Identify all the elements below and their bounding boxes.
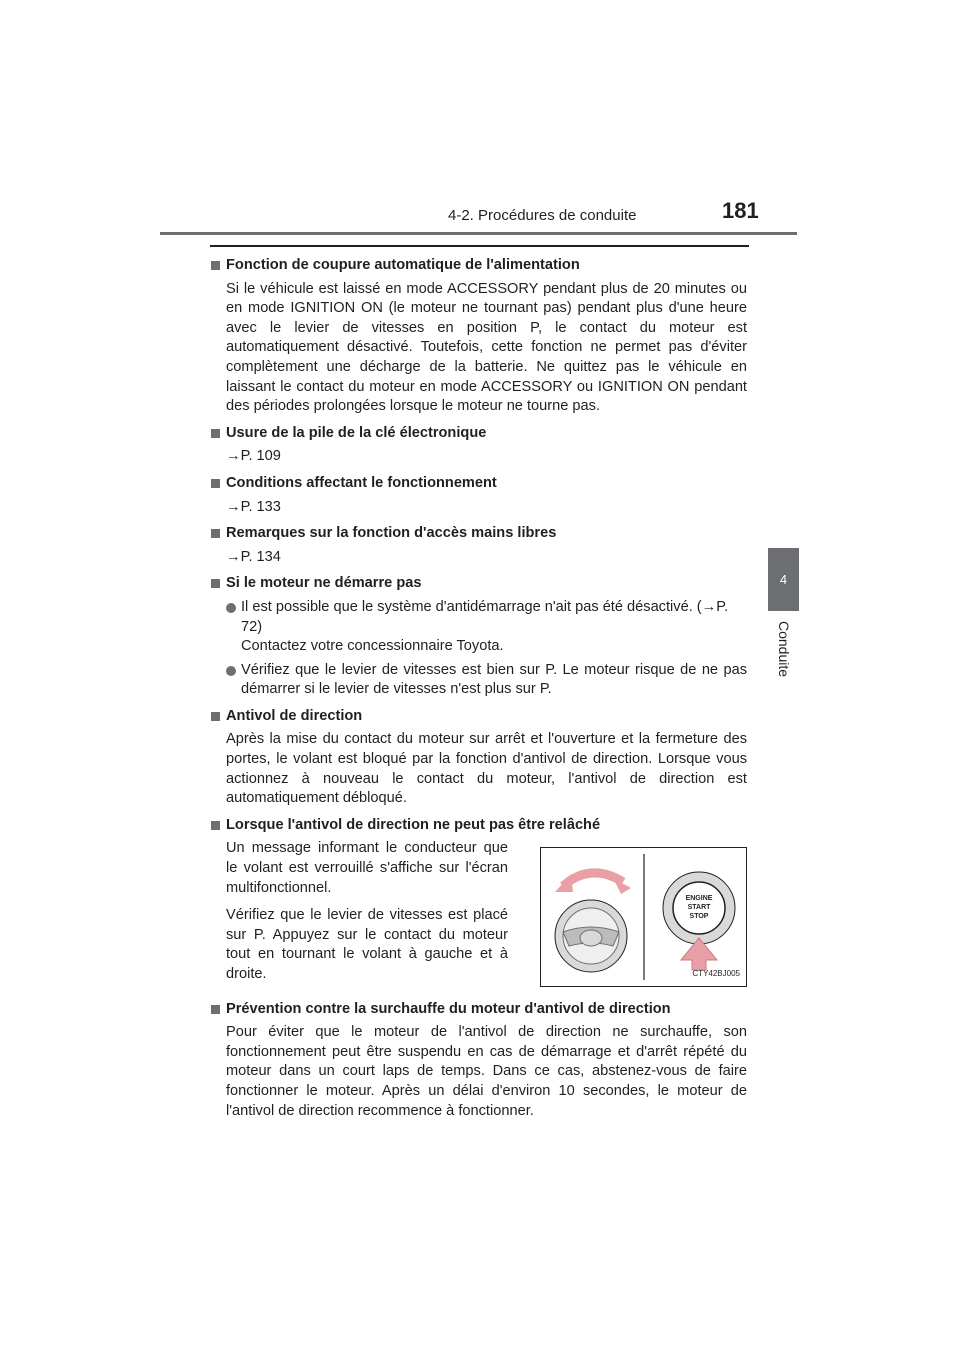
- section-heading: Antivol de direction: [226, 707, 363, 724]
- list-item: [211, 661, 747, 700]
- square-bullet-icon: [211, 529, 220, 538]
- round-bullet-icon: [226, 603, 236, 613]
- section-text: Pour éviter que le moteur de l'antivol de direction ne surchauffe, son fonctionnement peut être suspendu en cas de démarrage et d'arrêt répété du moteur dans un court laps de temps. Dans ce cas, abstenez-vous de faire fonctionner le moteur. Après un délai d'environ 10 secondes, le moteur de l'antivol de direction recommence à fonctionner.: [226, 1024, 747, 1119]
- section-text: Après la mise du contact du moteur sur arrêt et l'ouverture et la fermeture des portes, le volant est bloqué par la fonction d'antivol de direction. Lorsque vous actionnez à nouveau le contact du moteur, l'antivol de direction est automatiquement débloqué.: [226, 731, 747, 807]
- section-auto-power-off: [211, 256, 747, 417]
- page-number: 181: [722, 198, 759, 223]
- page-reference-link[interactable]: →P. 109: [226, 448, 281, 465]
- square-bullet-icon: [211, 821, 220, 830]
- page-reference-link[interactable]: →P. 134: [226, 548, 281, 565]
- engine-start-button-icon: [663, 872, 735, 944]
- section-lock-motor-overheat: [211, 1000, 747, 1122]
- section-heading: Prévention contre la surchauffe du moteur d'antivol de direction: [226, 1000, 671, 1017]
- section-heading: Fonction de coupure automatique de l'alimentation: [226, 257, 580, 273]
- square-bullet-icon: [211, 261, 220, 270]
- section-operating-conditions: [211, 474, 747, 517]
- square-bullet-icon: [211, 429, 220, 438]
- steering-wheel-icon: [555, 900, 627, 972]
- section-key-battery: [211, 424, 747, 467]
- svg-text:STOP: STOP: [689, 913, 709, 921]
- square-bullet-icon: [211, 579, 220, 588]
- section-text: Si le véhicule est laissé en mode ACCESSORY pendant plus de 20 minutes ou en mode IGNITION ON (le moteur ne tournant pas) pendant plus d'une heure avec le levier de vitesses en position P, le contact du moteur est automatiquement désactivé. Toutefois, cette fonction ne permet pas d'éviter complètement une décharge de la batterie. Ne quittez pas le véhicule en laissant le contact du moteur en mode ACCESSORY ou IGNITION ON pendant des périodes prolongées lorsque le moteur ne tourne pas.: [226, 280, 747, 415]
- list-item-text: Vérifiez que le levier de vitesses est bien sur P. Le moteur risque de ne pas démarrer si le levier de vitesses n'est plus sur P.: [241, 661, 747, 698]
- round-bullet-icon: [226, 666, 236, 676]
- section-heading: Usure de la pile de la clé électronique: [226, 424, 487, 441]
- page-reference-link[interactable]: →P. 133: [226, 498, 281, 515]
- steering-lock-illustration: [540, 847, 747, 987]
- chapter-tab[interactable]: 4: [768, 548, 799, 611]
- square-bullet-icon: [211, 1005, 220, 1014]
- header-rule: [160, 232, 797, 235]
- list-item-text: Il est possible que le système d'antidémarrage n'ait pas été désactivé. (→P. 72) Contactez votre concessionnaire Toyota.: [241, 598, 729, 655]
- section-text: Un message informant le conducteur que le volant est verrouillé s'affiche sur l'écran multifonctionnel.: [226, 840, 508, 896]
- figure-code: CTY42BJ005: [692, 968, 740, 978]
- section-steering-lock: [211, 707, 747, 809]
- section-text: Vérifiez que le levier de vitesses est placé sur P. Appuyez sur le contact du moteur tout en tournant le volant à gauche et à droite.: [226, 907, 508, 982]
- section-heading: Conditions affectant le fonctionnement: [226, 474, 497, 491]
- list-item: [211, 598, 747, 657]
- section-heading: Si le moteur ne démarre pas: [226, 575, 422, 592]
- section-heading: Lorsque l'antivol de direction ne peut pas être relâché: [226, 816, 601, 833]
- section-steering-lock-release: [211, 816, 747, 993]
- section-hands-free: [211, 524, 747, 567]
- page-content: [211, 256, 747, 1128]
- section-heading: Remarques sur la fonction d'accès mains libres: [226, 525, 557, 542]
- section-engine-not-starting: [211, 574, 747, 700]
- content-rule: [210, 245, 749, 247]
- square-bullet-icon: [211, 479, 220, 488]
- square-bullet-icon: [211, 712, 220, 721]
- section-header: 4-2. Procédures de conduite: [448, 207, 637, 224]
- svg-text:START: START: [687, 904, 711, 912]
- svg-text:ENGINE: ENGINE: [685, 895, 713, 903]
- chapter-label: Conduite: [776, 620, 792, 678]
